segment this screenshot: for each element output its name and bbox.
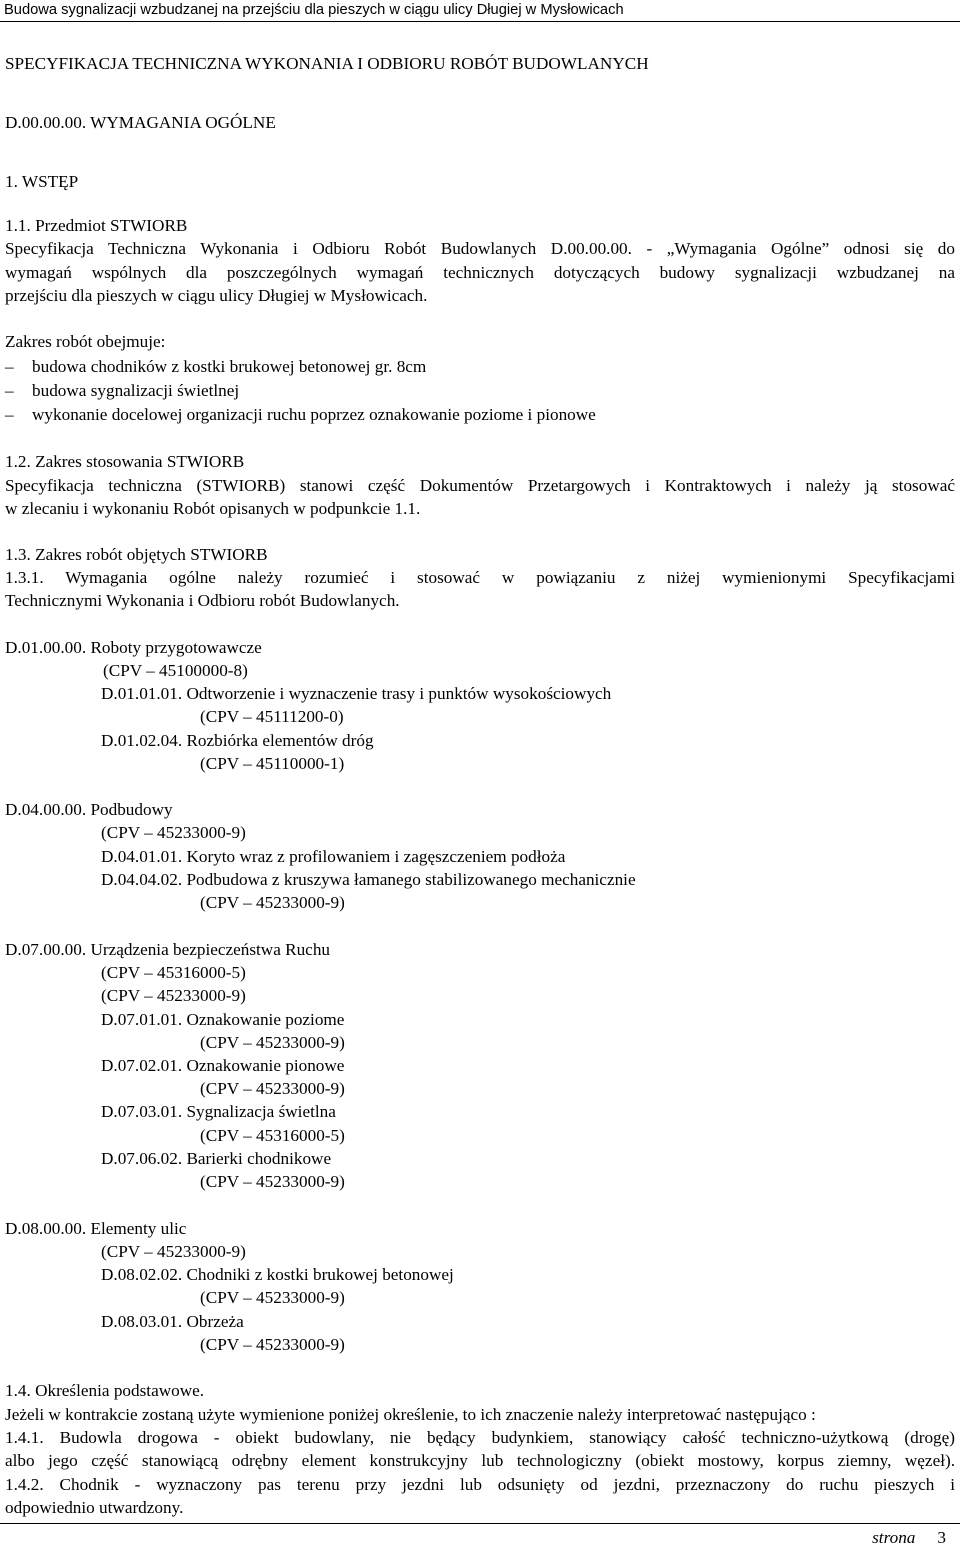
subject-line: przejściu dla pieszych w ciągu ulicy Długiej w Mysłowicach. [5, 286, 428, 305]
page-footer [872, 1526, 946, 1549]
spec-list-cpv: (CPV – 45316000-5) [200, 1126, 345, 1145]
header-title: Budowa sygnalizacji wzbudzanej na przejściu dla pieszych w ciągu ulicy Długiej w Mysłowicach [4, 2, 624, 18]
spec-list-item: D.01.01.01. Odtworzenie i wyznaczenie trasy i punktów wysokościowych [101, 684, 612, 703]
application-line: w zlecaniu i wykonaniu Robót opisanych w podpunkcie 1.1. [5, 499, 421, 518]
section-title: D.00.00.00. WYMAGANIA OGÓLNE [5, 113, 276, 132]
spec-list-cpv: (CPV – 45110000-1) [200, 754, 345, 773]
page-number: 3 [937, 1528, 946, 1547]
scope-item-text: budowa sygnalizacji świetlnej [32, 381, 240, 400]
spec-list-item: D.04.01.01. Koryto wraz z profilowaniem i zagęszczeniem podłoża [101, 847, 566, 866]
bullet-dash: – [5, 381, 14, 400]
spec-list-cpv: (CPV – 45233000-9) [101, 1242, 246, 1261]
definitions-line: albo jego część stanowiącą odrębny element konstrukcyjny lub technologiczny (obiekt mostowy, korpus ziemny, węzeł). [5, 1451, 955, 1470]
bullet-dash: – [5, 405, 14, 424]
covered-line: 1.3.1. Wymagania ogólne należy rozumieć i stosować w powiązaniu z niżej wymienionymi Specyfikacjami [5, 568, 955, 587]
definitions-line: odpowiednio utwardzony. [5, 1498, 184, 1517]
application-line: Specyfikacja techniczna (STWIORB) stanowi część Dokumentów Przetargowych i Kontraktowych i należy ją stosować [5, 476, 955, 495]
spec-list-cpv: (CPV – 45233000-9) [200, 1033, 345, 1052]
scope-item-text: wykonanie docelowej organizacji ruchu poprzez oznakowanie poziome i pionowe [32, 405, 596, 424]
subject-line: wymagań wspólnych dla poszczególnych wymagań technicznych dotyczących budowy sygnalizacji wzbudzanej na [5, 263, 955, 282]
spec-list-cpv: (CPV – 45100000-8) [103, 661, 248, 680]
spec-list-item: D.08.00.00. Elementy ulic [5, 1219, 187, 1238]
spec-list-cpv: (CPV – 45233000-9) [200, 1335, 345, 1354]
header-rule [0, 21, 960, 22]
scope-item [5, 403, 596, 426]
scope-item-text: budowa chodników z kostki brukowej betonowej gr. 8cm [32, 357, 427, 376]
spec-list-cpv: (CPV – 45111200-0) [200, 707, 344, 726]
scope-intro: Zakres robót obejmuje: [5, 332, 166, 351]
subject-heading: 1.1. Przedmiot STWIORB [5, 216, 188, 235]
spec-list-cpv: (CPV – 45233000-9) [200, 1288, 345, 1307]
definitions-line: Jeżeli w kontrakcie zostaną użyte wymienione poniżej określenie, to ich znaczenie należy interpretować następująco : [5, 1405, 816, 1424]
bullet-dash: – [5, 357, 14, 376]
spec-list-item: D.07.06.02. Barierki chodnikowe [101, 1149, 332, 1168]
application-heading: 1.2. Zakres stosowania STWIORB [5, 452, 245, 471]
spec-list-item: D.07.00.00. Urządzenia bezpieczeństwa Ruchu [5, 940, 331, 959]
spec-list-cpv: (CPV – 45233000-9) [200, 1172, 345, 1191]
spec-list-item: D.08.03.01. Obrzeża [101, 1312, 244, 1331]
spec-list-cpv: (CPV – 45233000-9) [101, 986, 246, 1005]
scope-item [5, 379, 239, 402]
spec-list-item: D.04.00.00. Podbudowy [5, 800, 173, 819]
spec-list-cpv: (CPV – 45233000-9) [101, 823, 246, 842]
spec-title: SPECYFIKACJA TECHNICZNA WYKONANIA I ODBIORU ROBÓT BUDOWLANYCH [5, 54, 649, 73]
scope-item [5, 355, 426, 378]
definitions-line: 1.4.2. Chodnik - wyznaczony pas terenu przy jezdni lub odsunięty od jezdni, przeznaczony do ruchu pieszych i [5, 1475, 955, 1494]
spec-list-item: D.07.01.01. Oznakowanie poziome [101, 1010, 345, 1029]
spec-list-item: D.01.02.04. Rozbiórka elementów dróg [101, 731, 374, 750]
intro-heading: 1. WSTĘP [5, 172, 79, 191]
spec-list-item: D.01.00.00. Roboty przygotowawcze [5, 638, 262, 657]
spec-list-item: D.08.02.02. Chodniki z kostki brukowej betonowej [101, 1265, 454, 1284]
covered-line: Technicznymi Wykonania i Odbioru robót Budowlanych. [5, 591, 400, 610]
definitions-heading: 1.4. Określenia podstawowe. [5, 1381, 205, 1400]
footer-rule [0, 1523, 960, 1524]
spec-list-item: D.07.03.01. Sygnalizacja świetlna [101, 1102, 336, 1121]
page-header [0, 0, 960, 24]
spec-list-cpv: (CPV – 45233000-9) [200, 1079, 345, 1098]
definitions-line: 1.4.1. Budowla drogowa - obiekt budowlany, nie będący budynkiem, stanowiący całość techniczno-użytkową (drogę) [5, 1428, 955, 1447]
subject-line: Specyfikacja Techniczna Wykonania i Odbioru Robót Budowlanych D.00.00.00. - „Wymagania Ogólne” odnosi się do [5, 239, 955, 258]
spec-list-cpv: (CPV – 45233000-9) [200, 893, 345, 912]
page-word: strona [872, 1528, 916, 1547]
covered-heading: 1.3. Zakres robót objętych STWIORB [5, 545, 268, 564]
spec-list-cpv: (CPV – 45316000-5) [101, 963, 246, 982]
spec-list-item: D.07.02.01. Oznakowanie pionowe [101, 1056, 345, 1075]
spec-list-item: D.04.04.02. Podbudowa z kruszywa łamanego stabilizowanego mechanicznie [101, 870, 636, 889]
